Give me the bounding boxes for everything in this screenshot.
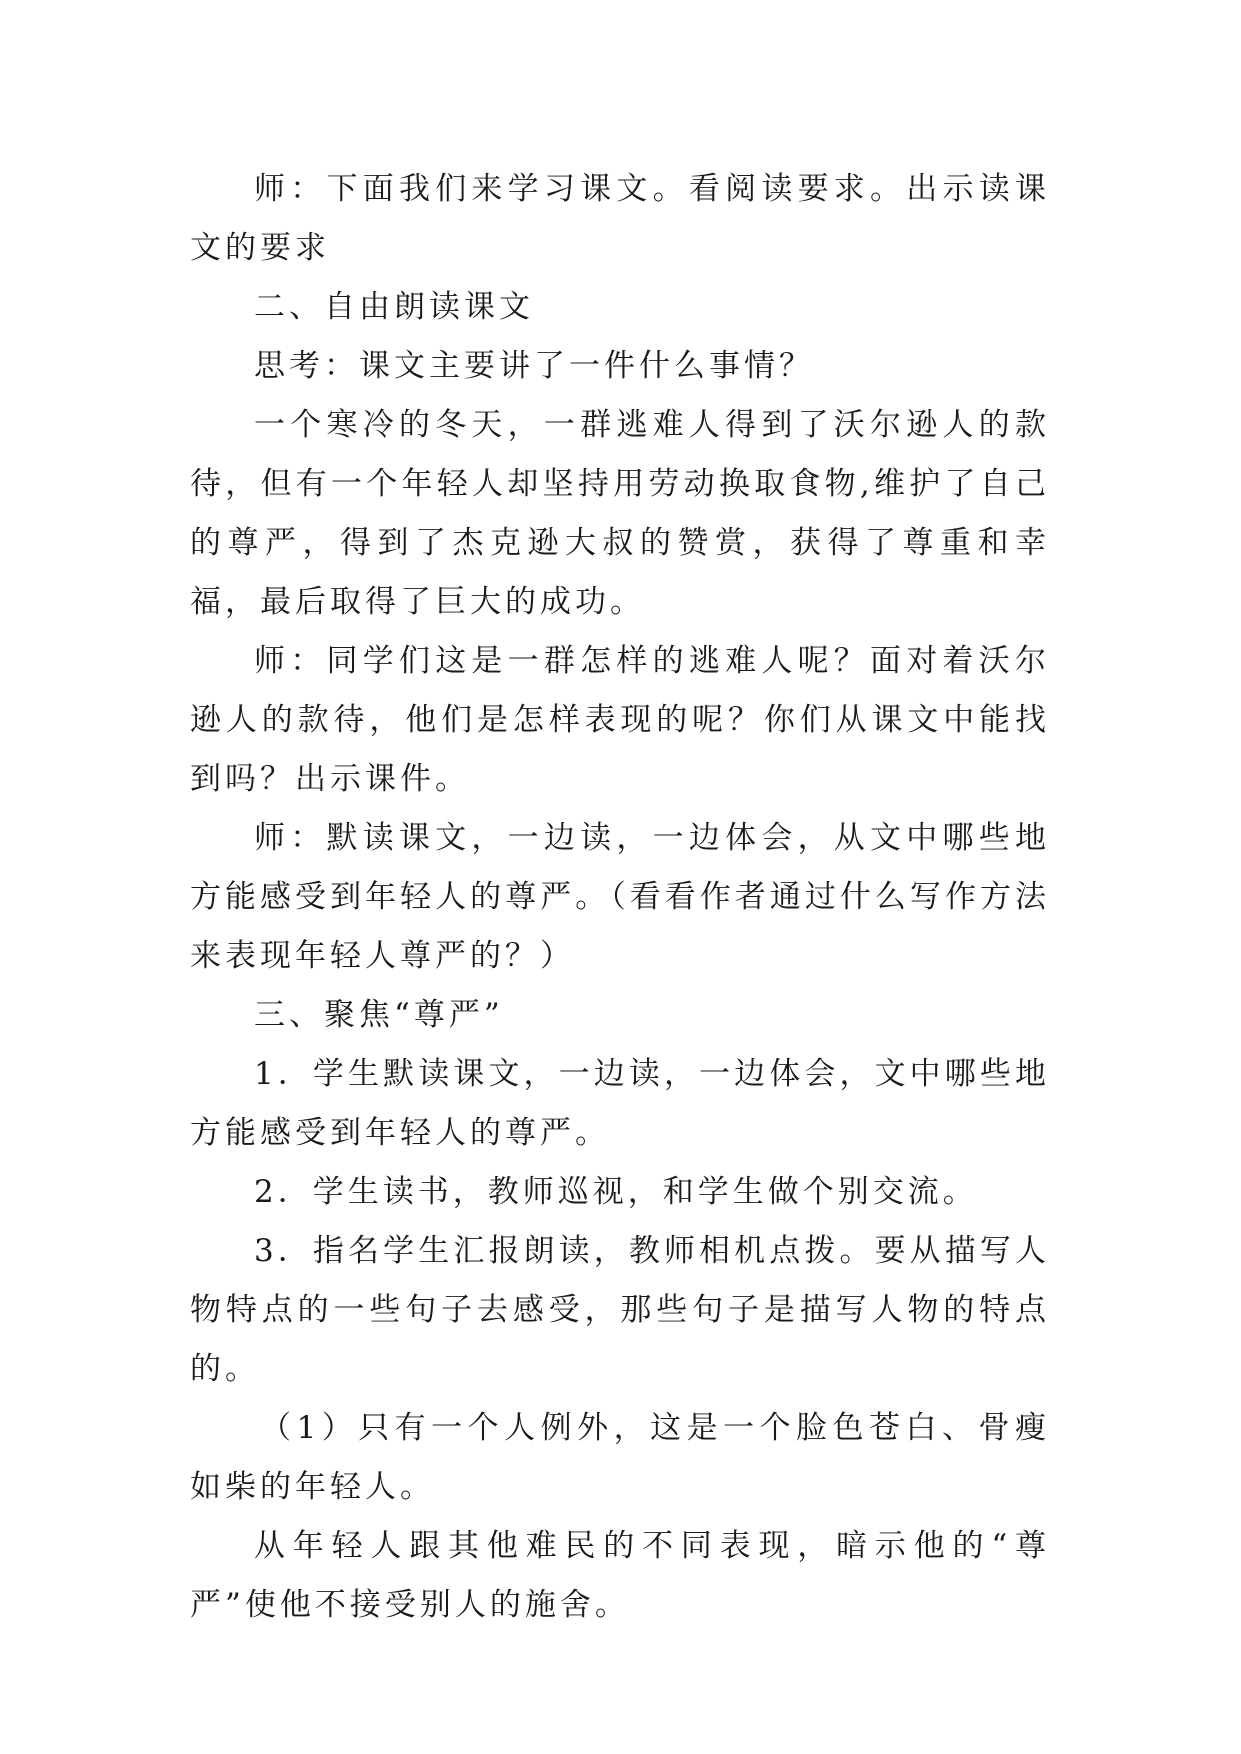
- paragraph-think-question: 思考：课文主要讲了一件什么事情？: [254, 348, 814, 384]
- section-heading-2: 二、自由朗读课文: [254, 289, 534, 325]
- paragraph-story-summary: 一个寒冷的冬天，一群逃难人得到了沃尔逊人的款待，但有一个年轻人却坚持用劳动换取食物,维护了自己的尊严，得到了杰克逊大叔的赞赏，获得了尊重和幸福，最后取得了巨大的成功。: [190, 407, 1050, 620]
- paragraph-teacher-silent-reading: 师：默读课文，一边读，一边体会，从文中哪些地方能感受到年轻人的尊严。（看看作者通过什么写作方法来表现年轻人尊严的？）: [190, 820, 1050, 974]
- document-body: [190, 160, 1050, 1635]
- section-heading-3: 三、聚焦“尊严”: [254, 997, 504, 1033]
- list-item-1: 1．学生默读课文，一边读，一边体会，文中哪些地方能感受到年轻人的尊严。: [190, 1056, 1050, 1151]
- paragraph-teacher-question: 师：同学们这是一群怎样的逃难人呢？面对着沃尔逊人的款待，他们是怎样表现的呢？你们从课文中能找到吗？出示课件。: [190, 643, 1050, 797]
- paragraph-teacher-intro: 师：下面我们来学习课文。看阅读要求。出示读课文的要求: [190, 171, 1050, 266]
- sub-item-1: （1）只有一个人例外，这是一个脸色苍白、骨瘦如柴的年轻人。: [190, 1410, 1050, 1505]
- paragraph-conclusion: 从年轻人跟其他难民的不同表现，暗示他的“尊严”使他不接受别人的施舍。: [190, 1528, 1050, 1623]
- list-item-2: 2．学生读书，教师巡视，和学生做个别交流。: [254, 1174, 978, 1210]
- list-item-3: 3．指名学生汇报朗读，教师相机点拨。要从描写人物特点的一些句子去感受，那些句子是描写人物的特点的。: [190, 1233, 1050, 1387]
